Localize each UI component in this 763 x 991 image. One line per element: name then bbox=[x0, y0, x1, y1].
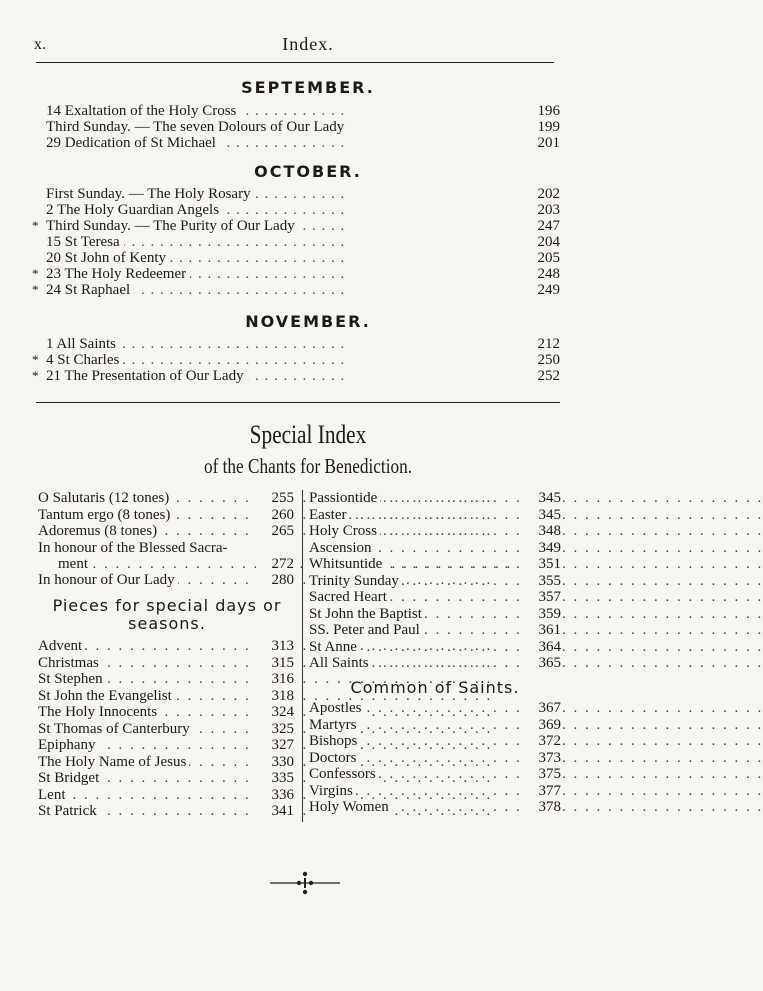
list-item bbox=[32, 368, 560, 384]
month-heading-october: OCTOBER. bbox=[254, 162, 362, 181]
entry-text: St John the Baptist bbox=[309, 606, 425, 622]
page-number: 255 bbox=[256, 490, 294, 506]
entry-text: St Stephen bbox=[38, 671, 106, 687]
page-number: 341 bbox=[256, 803, 294, 819]
header-rule bbox=[36, 62, 554, 63]
list-item bbox=[38, 507, 294, 523]
page-number: 196 bbox=[514, 103, 560, 119]
entry-text: ment bbox=[58, 556, 91, 572]
entry-text: 15 St Teresa bbox=[46, 234, 124, 250]
entry-text: SS. Peter and Paul bbox=[309, 622, 423, 638]
page-number: 345 bbox=[523, 490, 561, 506]
page-number: 212 bbox=[514, 336, 560, 352]
page-number: 369 bbox=[523, 717, 561, 733]
pieces-heading-line2: seasons. bbox=[128, 614, 206, 633]
entry-text: Confessors bbox=[309, 766, 379, 782]
page-number: 375 bbox=[523, 766, 561, 782]
list-item bbox=[38, 787, 294, 803]
asterisk-mark: * bbox=[32, 218, 39, 233]
asterisk-mark: * bbox=[32, 282, 39, 297]
special-index-title: Special Index bbox=[249, 420, 367, 449]
entry-text: 20 St John of Kenty bbox=[46, 250, 170, 266]
entry-text: Third Sunday. — The Purity of Our Lady bbox=[46, 218, 299, 234]
page-number: 280 bbox=[256, 572, 294, 588]
entry-text: Trinity Sunday bbox=[309, 573, 402, 589]
entry-text: Doctors bbox=[309, 750, 360, 766]
page-number: 265 bbox=[256, 523, 294, 539]
page-number: 365 bbox=[523, 655, 561, 671]
entry-text: 1 All Saints bbox=[46, 336, 120, 352]
entry-text: St Patrick bbox=[38, 803, 100, 819]
common-of-saints-heading: Common of Saints. bbox=[350, 678, 520, 697]
page-number: 252 bbox=[514, 368, 560, 384]
list-item bbox=[309, 655, 561, 671]
list-item bbox=[309, 717, 561, 733]
page-number: 364 bbox=[523, 639, 561, 655]
list-item bbox=[309, 622, 561, 638]
list-item bbox=[38, 490, 294, 506]
entry-text: Apostles bbox=[309, 700, 365, 716]
entry-text: St Anne bbox=[309, 639, 360, 655]
page-number: 316 bbox=[256, 671, 294, 687]
leader-dots bbox=[38, 787, 256, 803]
entry-text: Adoremus (8 tones) bbox=[38, 523, 160, 539]
list-item bbox=[309, 766, 561, 782]
page-number: 335 bbox=[256, 770, 294, 786]
entry-text: 24 St Raphael bbox=[46, 282, 134, 298]
entry-text: O Salutaris (12 tones) bbox=[38, 490, 172, 506]
page-number: 378 bbox=[523, 799, 561, 815]
list-item bbox=[38, 688, 294, 704]
entry-text: Lent bbox=[38, 787, 69, 803]
list-item bbox=[309, 783, 561, 799]
page-number: 330 bbox=[256, 754, 294, 770]
entry-text: Holy Cross bbox=[309, 523, 380, 539]
list-item bbox=[32, 352, 560, 368]
list-item bbox=[38, 770, 294, 786]
list-item bbox=[32, 218, 560, 234]
page-number: 203 bbox=[514, 202, 560, 218]
page-number: 324 bbox=[256, 704, 294, 720]
page-number: 202 bbox=[514, 186, 560, 202]
entry-text: Martyrs bbox=[309, 717, 360, 733]
page-number: 247 bbox=[514, 218, 560, 234]
page-number: 249 bbox=[514, 282, 560, 298]
list-item bbox=[46, 119, 560, 135]
page-number: 355 bbox=[523, 573, 561, 589]
entry-text: Tantum ergo (8 tones) bbox=[38, 507, 173, 523]
list-item bbox=[46, 234, 560, 250]
entry-text: 14 Exaltation of the Holy Cross bbox=[46, 103, 240, 119]
list-item bbox=[309, 490, 561, 506]
list-item bbox=[309, 507, 561, 523]
page-number: 272 bbox=[256, 556, 294, 572]
list-item bbox=[309, 799, 561, 815]
entry-text: In honour of Our Lady bbox=[38, 572, 178, 588]
entry-text: 29 Dedication of St Michael bbox=[46, 135, 220, 151]
entry-text: 2 The Holy Guardian Angels bbox=[46, 202, 223, 218]
page-number: 248 bbox=[514, 266, 560, 282]
asterisk-mark: * bbox=[32, 352, 39, 367]
list-item bbox=[46, 186, 560, 202]
list-item bbox=[38, 671, 294, 687]
list-item bbox=[38, 540, 294, 556]
entry-text: 23 The Holy Redeemer bbox=[46, 266, 190, 282]
list-item bbox=[309, 589, 561, 605]
page-number: 377 bbox=[523, 783, 561, 799]
entry-text: Christmas bbox=[38, 655, 102, 671]
pieces-heading-line1: Pieces for special days or bbox=[52, 596, 282, 615]
list-item bbox=[38, 655, 294, 671]
entry-text: In honour of the Blessed Sacra- bbox=[38, 540, 231, 556]
list-item bbox=[309, 733, 561, 749]
asterisk-mark: * bbox=[32, 266, 39, 281]
list-item bbox=[38, 704, 294, 720]
list-item bbox=[46, 103, 560, 119]
list-item bbox=[32, 266, 560, 282]
page-number: 201 bbox=[514, 135, 560, 151]
asterisk-mark: * bbox=[32, 368, 39, 383]
list-item bbox=[38, 572, 294, 588]
entry-text: Bishops bbox=[309, 733, 360, 749]
entry-text: Ascension bbox=[309, 540, 375, 556]
entry-text: Virgins bbox=[309, 783, 356, 799]
entry-text: St Thomas of Canterbury bbox=[38, 721, 193, 737]
page-number: 345 bbox=[523, 507, 561, 523]
entry-text: Epiphany bbox=[38, 737, 99, 753]
page-number: 361 bbox=[523, 622, 561, 638]
page-number: 359 bbox=[523, 606, 561, 622]
list-item bbox=[309, 573, 561, 589]
list-item bbox=[309, 540, 561, 556]
running-header bbox=[0, 34, 616, 56]
page-number: 318 bbox=[256, 688, 294, 704]
page-number: 357 bbox=[523, 589, 561, 605]
list-item bbox=[38, 754, 294, 770]
page-number: 260 bbox=[256, 507, 294, 523]
list-item bbox=[38, 721, 294, 737]
entry-text: Advent bbox=[38, 638, 85, 654]
entry-text: Passiontide bbox=[309, 490, 380, 506]
list-item bbox=[309, 750, 561, 766]
entry-text: First Sunday. — The Holy Rosary bbox=[46, 186, 255, 202]
list-item bbox=[32, 282, 560, 298]
list-item bbox=[46, 250, 560, 266]
page-number: 327 bbox=[256, 737, 294, 753]
entry-text: 21 The Presentation of Our Lady bbox=[46, 368, 248, 384]
month-heading-november: NOVEMBER. bbox=[245, 312, 371, 331]
list-item bbox=[38, 523, 294, 539]
list-item bbox=[38, 638, 294, 654]
list-item bbox=[309, 700, 561, 716]
page-number: 199 bbox=[514, 119, 560, 135]
page-title: Index. bbox=[282, 34, 334, 54]
entry-text: All Saints bbox=[309, 655, 372, 671]
list-item bbox=[46, 336, 560, 352]
page-number: 325 bbox=[256, 721, 294, 737]
page-number: 372 bbox=[523, 733, 561, 749]
page-number: 348 bbox=[523, 523, 561, 539]
list-item bbox=[309, 556, 561, 572]
page-number: 351 bbox=[523, 556, 561, 572]
page-number: 250 bbox=[514, 352, 560, 368]
list-item bbox=[309, 606, 561, 622]
page-number: 204 bbox=[514, 234, 560, 250]
entry-text: Third Sunday. — The seven Dolours of Our Lady bbox=[46, 119, 348, 135]
entry-text: 4 St Charles bbox=[46, 352, 123, 368]
list-item bbox=[309, 523, 561, 539]
page-number: 349 bbox=[523, 540, 561, 556]
entry-text: St John the Evangelist bbox=[38, 688, 175, 704]
page-number: 313 bbox=[256, 638, 294, 654]
section-rule bbox=[36, 402, 560, 403]
page-number: 315 bbox=[256, 655, 294, 671]
ornament-icon bbox=[270, 870, 340, 896]
list-item bbox=[38, 737, 294, 753]
page-number: 336 bbox=[256, 787, 294, 803]
page-number: 367 bbox=[523, 700, 561, 716]
entry-text: The Holy Innocents bbox=[38, 704, 160, 720]
page-number: 373 bbox=[523, 750, 561, 766]
special-index-subtitle: of the Chants for Benediction. bbox=[203, 454, 413, 478]
list-item bbox=[38, 803, 294, 819]
list-item bbox=[309, 639, 561, 655]
month-heading-september: SEPTEMBER. bbox=[241, 78, 375, 97]
entry-text: Easter bbox=[309, 507, 349, 523]
page-folio: x. bbox=[34, 36, 46, 53]
entry-text: Whitsuntide bbox=[309, 556, 385, 572]
list-item bbox=[46, 135, 560, 151]
entry-text: Sacred Heart bbox=[309, 589, 390, 605]
entry-text: St Bridget bbox=[38, 770, 102, 786]
entry-text: The Holy Name of Jesus bbox=[38, 754, 189, 770]
list-item bbox=[46, 202, 560, 218]
list-item bbox=[38, 556, 294, 572]
entry-text: Holy Women bbox=[309, 799, 392, 815]
page-number: 205 bbox=[514, 250, 560, 266]
